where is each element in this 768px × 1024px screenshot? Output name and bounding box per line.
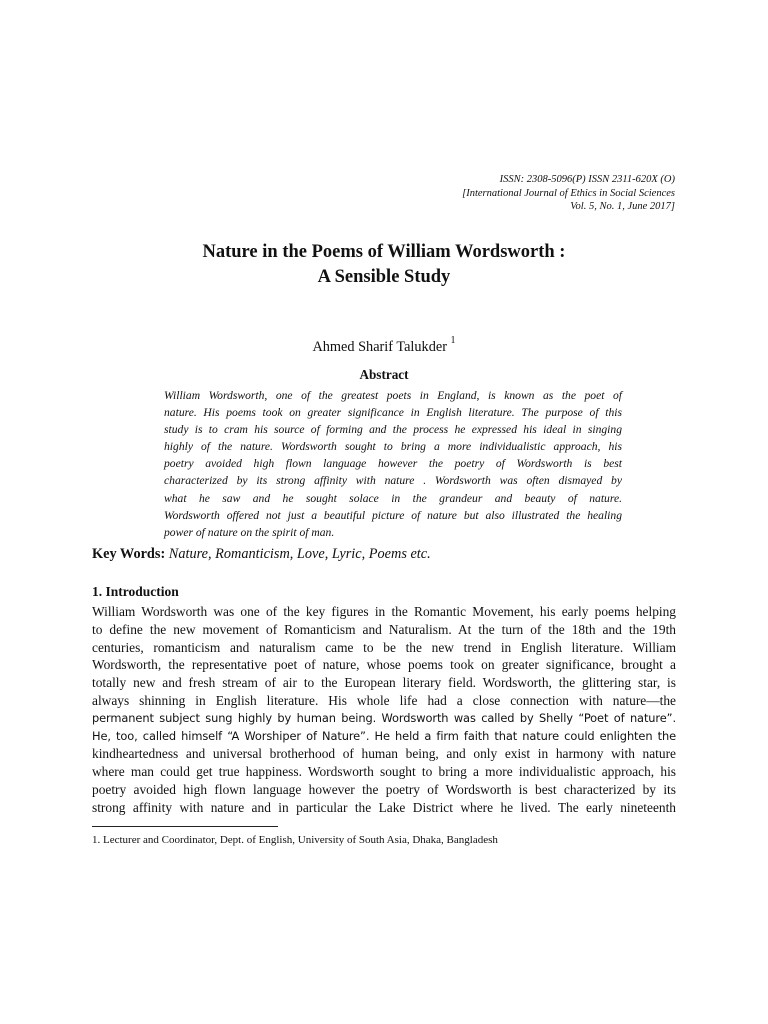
journal-header (462, 173, 675, 214)
body-line: where man could get true happiness. Wordsworth sought to bring a more individualistic approach, his (92, 764, 676, 780)
abstract-body (164, 387, 622, 541)
abstract-line: William Wordsworth, one of the greatest poets in England, is known as the poet of (164, 389, 622, 402)
body-line: totally new and fresh stream of air to the European literary field. Wordsworth, the glittering star, is (92, 675, 676, 691)
keywords-values: Nature, Romanticism, Love, Lyric, Poems etc. (168, 546, 431, 562)
keywords (92, 546, 431, 563)
body-line: poetry avoided high flown language however the poetry of Wordsworth is best characterized by its (92, 781, 676, 797)
abstract-line: Wordsworth offered not just a beautiful picture of nature but also illustrated the healing (164, 508, 622, 522)
body-line: strong affinity with nature and in particular the Lake District where he lived. The early nineteenth (92, 799, 676, 815)
abstract-heading: Abstract (359, 367, 409, 382)
title-line-1: Nature in the Poems of William Wordsworth : (202, 242, 566, 262)
journal-issn: ISSN: 2308-5096(P) ISSN 2311-620X (O) (499, 174, 675, 185)
abstract-line: study is to cram his source of forming and the process he expressed his ideal in singing (164, 423, 622, 437)
body-line: William Wordsworth was one of the key figures in the Romantic Movement, his early poems helping (92, 604, 676, 619)
paper-title (0, 240, 768, 290)
body-line: to define the new movement of Romanticism and Naturalism. At the turn of the 18th and the 19th (92, 621, 676, 637)
body-line: He, too, called himself “A Worshiper of Nature”. He held a firm faith that nature could enlighten the (92, 728, 676, 743)
body-line: centuries, romanticism and naturalism came to be the new trend in English literature. William (92, 639, 676, 655)
abstract-line: characterized by its strong affinity with nature . Wordsworth was often dismayed by (164, 474, 622, 488)
abstract-line: what he saw and he sought solace in the grandeur and beauty of nature. (164, 491, 622, 505)
body-line: always shinning in English literature. His whole life had a close connection with nature—the (92, 692, 676, 708)
author-footnote-mark: 1 (450, 335, 456, 346)
journal-volume: Vol. 5, No. 1, June 2017] (570, 201, 675, 212)
abstract-line: highly of the nature. Wordsworth sought to bring a more individualistic approach, his (164, 440, 622, 454)
footnote: 1. Lecturer and Coordinator, Dept. of English, University of South Asia, Dhaka, Bangladesh (92, 834, 498, 846)
keywords-label: Key Words: (92, 546, 166, 562)
author-name: Ahmed Sharif Talukder (312, 338, 447, 355)
body-line: kindheartedness and universal brotherhood of human being, and only exist in harmony with nature (92, 746, 676, 762)
footnote-divider (92, 826, 278, 827)
introduction-body (92, 603, 676, 817)
abstract-line: power of nature on the spirit of man. (164, 525, 335, 539)
author-line (0, 337, 768, 356)
abstract-line: nature. His poems took on greater significance in English literature. The purpose of this (164, 406, 622, 420)
journal-name: [International Journal of Ethics in Social Sciences (462, 187, 675, 199)
title-line-2: A Sensible Study (317, 267, 451, 287)
body-line: Wordsworth, the representative poet of nature, whose poems took on greater significance, brought a (92, 657, 676, 673)
abstract-line: poetry avoided high flown language however the poetry of Wordsworth is best (164, 457, 622, 471)
section-heading-introduction: 1. Introduction (92, 584, 179, 599)
body-line: permanent subject sung highly by human being. Wordsworth was called by Shelly “Poet of nature”. (92, 710, 676, 725)
